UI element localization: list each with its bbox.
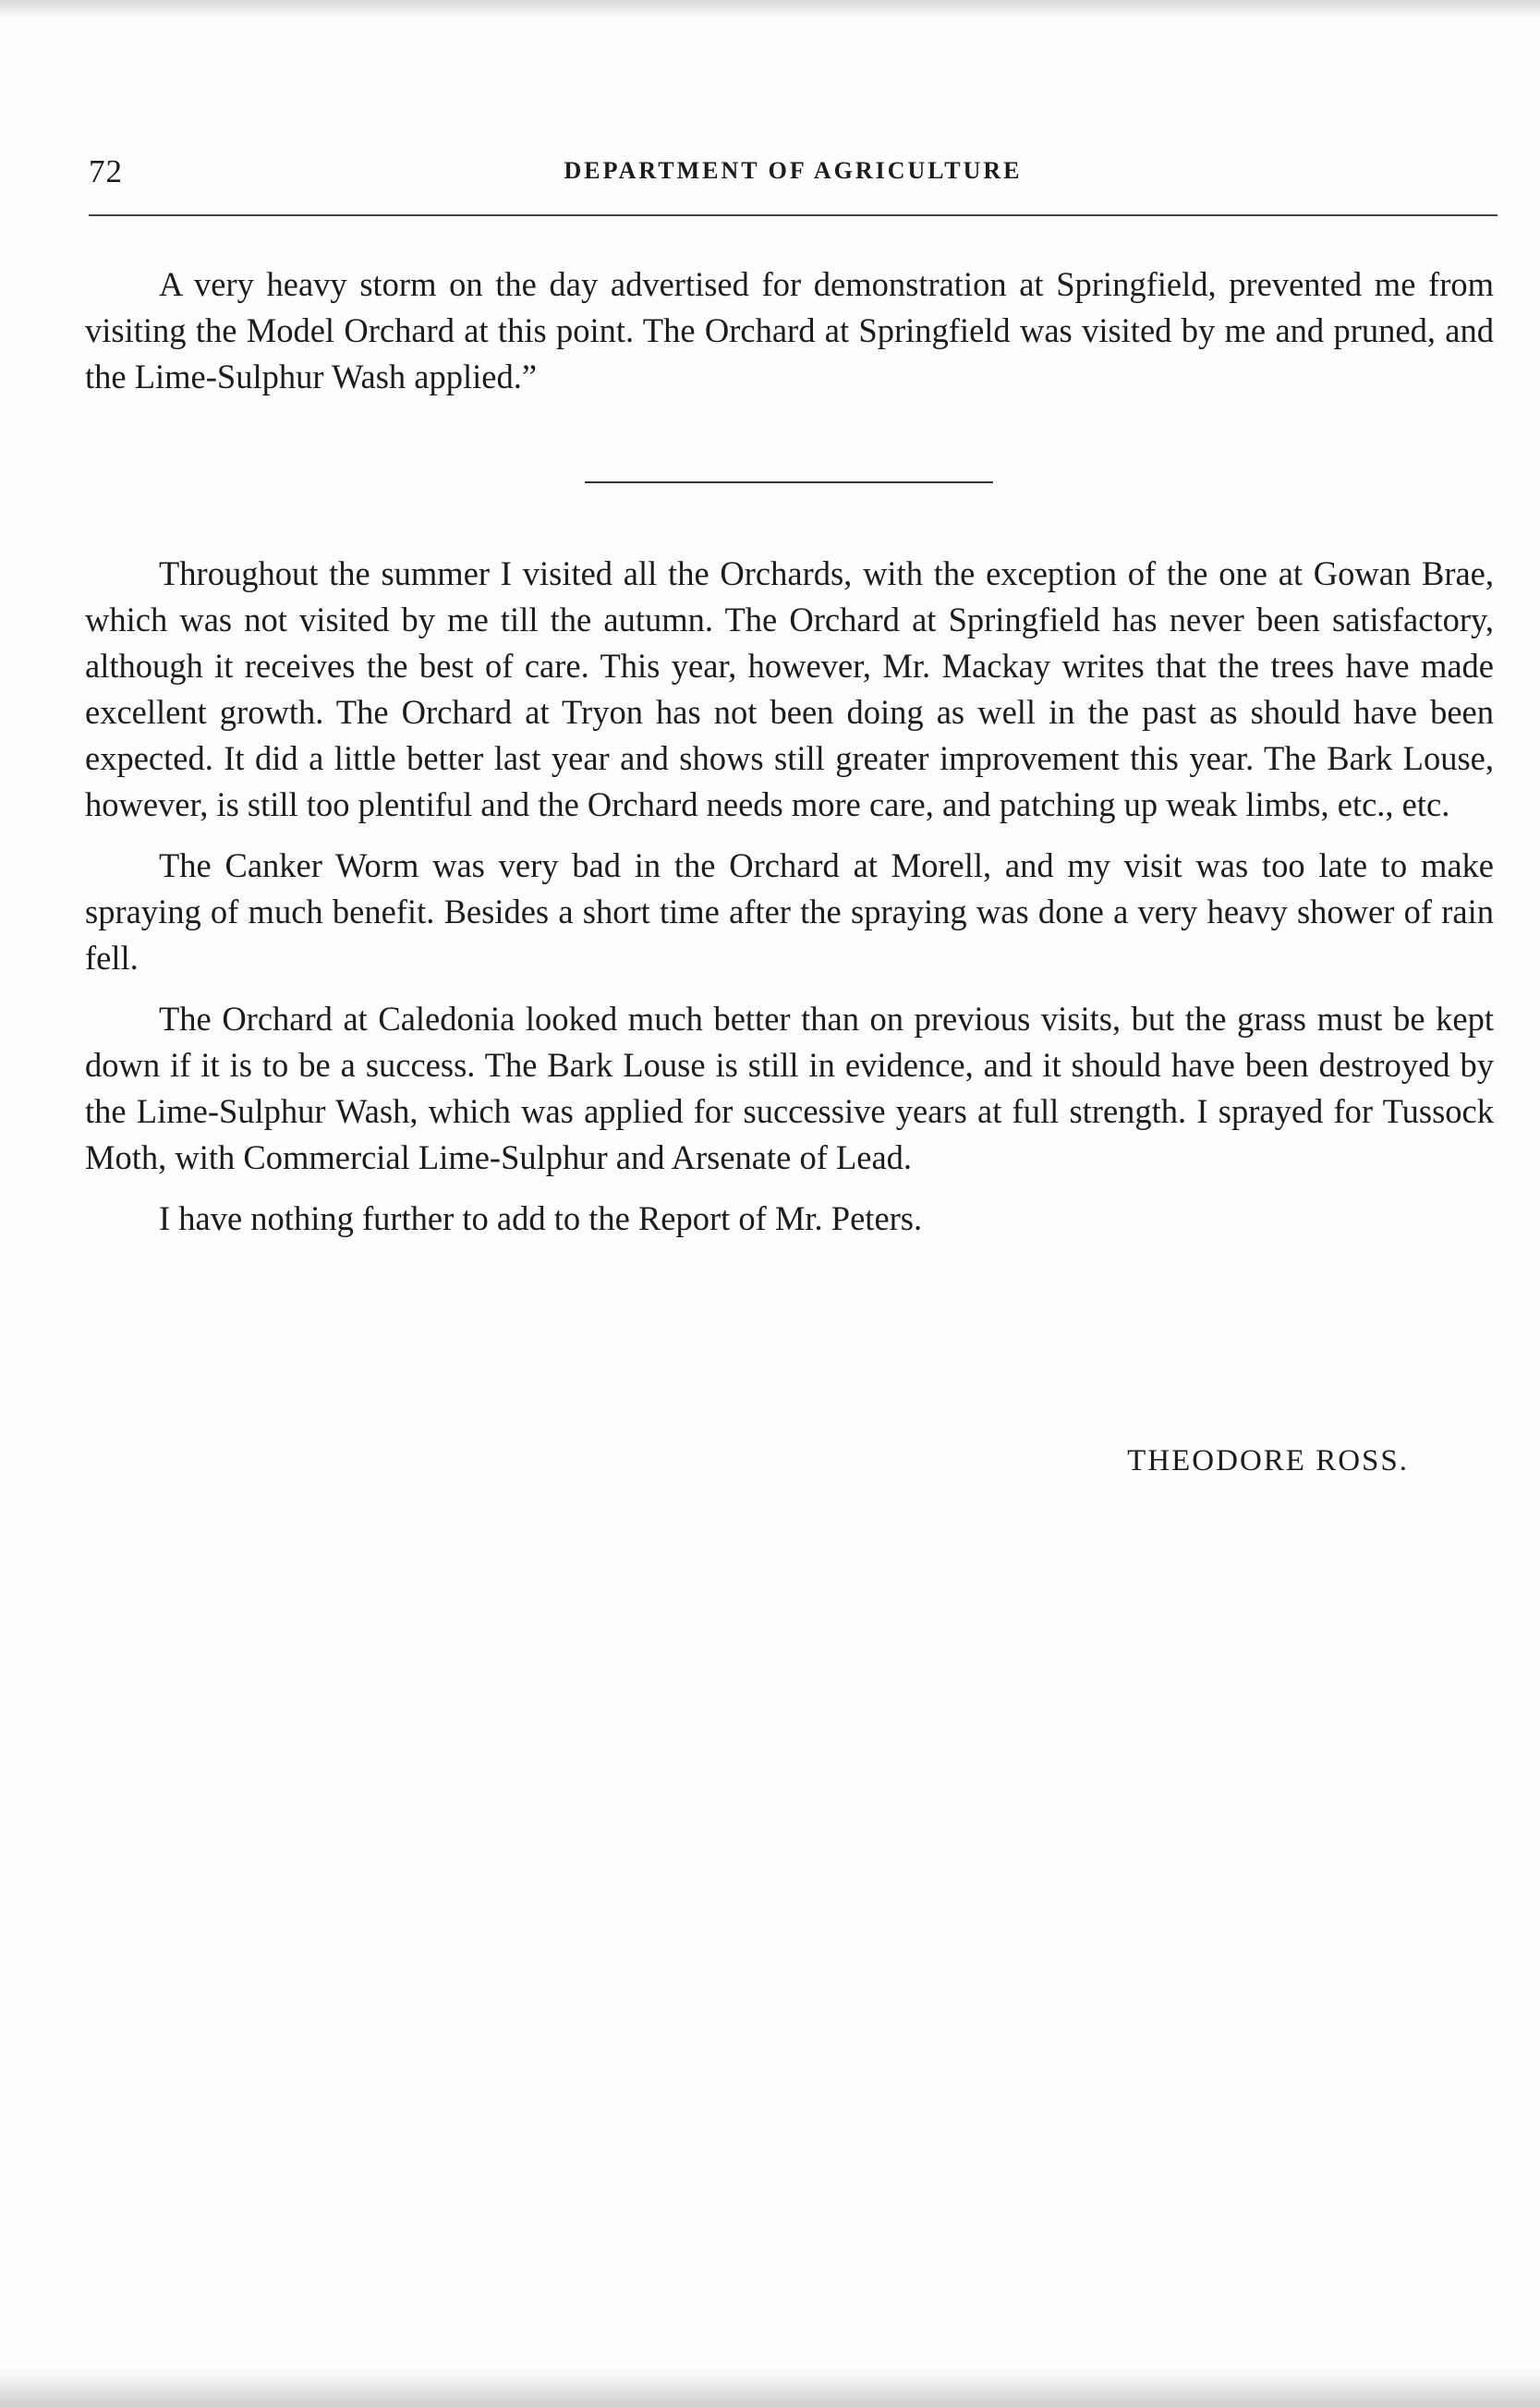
page-header [89, 153, 1498, 200]
paragraph-summer-visits: Throughout the summer I visited all the Orchards, with the exception of the one at Gowan Brae, which was not visited by me till the autumn. The Orchard at Springfield has never been satisfactory, although it receives the best of care. This year, however, Mr. Mackay writes that the trees have made excellent growth. The Orchard at Tryon has not been doing as well in the past as should have been expected. It did a little better last year and shows still greater improvement this year. The Bark Louse, however, is still too plentiful and the Orchard needs more care, and patching up weak limbs, etc., etc. [85, 554, 1494, 823]
report-body-section [85, 551, 1494, 1257]
page-number: 72 [89, 153, 123, 189]
paragraph-caledonia: The Orchard at Caledonia looked much better than on previous visits, but the grass must be kept down if it is to be a success. The Bark Louse is still in evidence, and it should have been destroyed by the Lime-Sulphur Wash, which was applied for successive years at full strength. I sprayed for Tussock Moth, with Commercial Lime-Sulphur and Arsenate of Lead. [85, 1000, 1494, 1176]
paragraph-storm: A very heavy storm on the day advertised for demonstration at Springfield, prevented me from visiting the Model Orchard at this point. The Orchard at Springfield was visited by me and pruned, and the Lime-Sulphur Wash applied.” [85, 265, 1494, 395]
signature: THEODORE ROSS. [1127, 1444, 1409, 1477]
section-divider [585, 481, 993, 483]
quoted-report-section [85, 261, 1494, 415]
scan-edge-top [0, 0, 1540, 18]
paragraph-canker-worm: The Canker Worm was very bad in the Orchard at Morell, and my visit was too late to make spraying of much benefit. Besides a short time after the spraying was done a very heavy shower of rain fell. [85, 846, 1494, 977]
header-rule [89, 214, 1498, 216]
scan-edge-bottom [0, 2370, 1540, 2407]
running-head: DEPARTMENT OF AGRICULTURE [564, 157, 1023, 184]
paragraph-closing: I have nothing further to add to the Report of Mr. Peters. [159, 1199, 923, 1237]
